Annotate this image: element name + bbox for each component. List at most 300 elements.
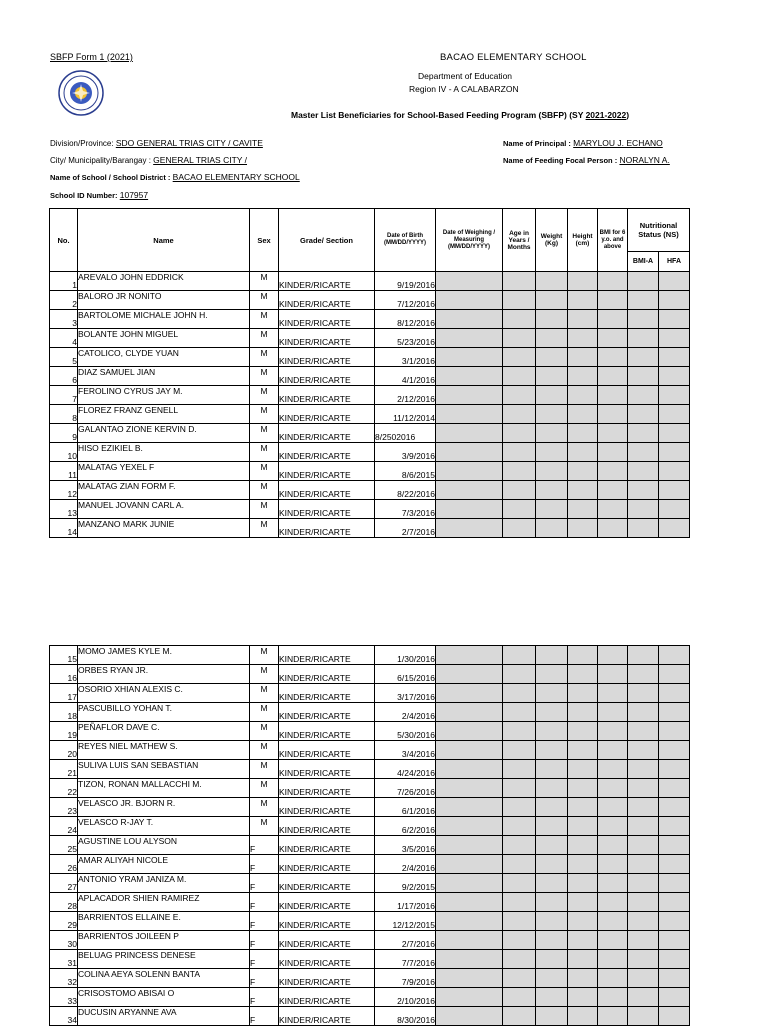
hfa-cell[interactable] xyxy=(659,950,690,969)
hfa-cell[interactable] xyxy=(659,646,690,665)
bmi-cell[interactable] xyxy=(598,950,628,969)
age-cell[interactable] xyxy=(503,1007,536,1026)
hfa-cell[interactable] xyxy=(659,684,690,703)
age-cell[interactable] xyxy=(503,950,536,969)
weight-cell[interactable] xyxy=(536,836,568,855)
age-cell[interactable] xyxy=(503,874,536,893)
height-cell[interactable] xyxy=(568,386,598,405)
date-of-weighing-cell[interactable] xyxy=(436,703,503,722)
student-name: BARRIENTOS ELLAINE E. xyxy=(78,912,250,931)
height-cell[interactable] xyxy=(568,893,598,912)
bmi-cell[interactable] xyxy=(598,500,628,519)
bmi-cell[interactable] xyxy=(598,722,628,741)
row-number: 32 xyxy=(50,969,78,988)
hfa-cell[interactable] xyxy=(659,779,690,798)
date-of-birth: 8/30/2016 xyxy=(375,1007,436,1026)
weight-cell[interactable] xyxy=(536,367,568,386)
date-of-birth: 12/12/2015 xyxy=(375,912,436,931)
hfa-cell[interactable] xyxy=(659,329,690,348)
date-of-birth: 2/10/2016 xyxy=(375,988,436,1007)
date-of-weighing-cell[interactable] xyxy=(436,950,503,969)
student-sex: F xyxy=(250,950,279,969)
date-of-birth: 9/19/2016 xyxy=(375,272,436,291)
col-header-no: No. xyxy=(50,209,78,272)
hfa-cell[interactable] xyxy=(659,1007,690,1026)
grade-section: KINDER/RICARTE xyxy=(279,424,375,443)
date-of-weighing-cell[interactable] xyxy=(436,519,503,538)
height-cell[interactable] xyxy=(568,836,598,855)
hfa-cell[interactable] xyxy=(659,874,690,893)
date-of-birth: 7/7/2016 xyxy=(375,950,436,969)
hfa-cell[interactable] xyxy=(659,272,690,291)
hfa-cell[interactable] xyxy=(659,424,690,443)
date-of-birth: 4/24/2016 xyxy=(375,760,436,779)
age-cell[interactable] xyxy=(503,779,536,798)
age-cell[interactable] xyxy=(503,291,536,310)
student-name: CRISOSTOMO ABISAI O xyxy=(78,988,250,1007)
weight-cell[interactable] xyxy=(536,646,568,665)
hfa-cell[interactable] xyxy=(659,969,690,988)
student-name: BALORO JR NONITO xyxy=(78,291,250,310)
weight-cell[interactable] xyxy=(536,481,568,500)
bmia-cell[interactable] xyxy=(628,931,659,950)
age-cell[interactable] xyxy=(503,817,536,836)
date-of-weighing-cell[interactable] xyxy=(436,741,503,760)
bmia-cell[interactable] xyxy=(628,386,659,405)
height-cell[interactable] xyxy=(568,855,598,874)
bmi-cell[interactable] xyxy=(598,684,628,703)
bmia-cell[interactable] xyxy=(628,874,659,893)
bmia-cell[interactable] xyxy=(628,950,659,969)
bmi-cell[interactable] xyxy=(598,969,628,988)
row-number: 19 xyxy=(50,722,78,741)
bmi-cell[interactable] xyxy=(598,386,628,405)
weight-cell[interactable] xyxy=(536,988,568,1007)
weight-cell[interactable] xyxy=(536,272,568,291)
form-id: SBFP Form 1 (2021) xyxy=(50,52,133,62)
bmi-cell[interactable] xyxy=(598,665,628,684)
date-of-weighing-cell[interactable] xyxy=(436,646,503,665)
table-row xyxy=(50,703,690,722)
weight-cell[interactable] xyxy=(536,779,568,798)
row-number: 27 xyxy=(50,874,78,893)
bmia-cell[interactable] xyxy=(628,443,659,462)
date-of-weighing-cell[interactable] xyxy=(436,722,503,741)
age-cell[interactable] xyxy=(503,500,536,519)
height-cell[interactable] xyxy=(568,684,598,703)
bmia-cell[interactable] xyxy=(628,424,659,443)
weight-cell[interactable] xyxy=(536,684,568,703)
bmi-cell[interactable] xyxy=(598,519,628,538)
student-sex: M xyxy=(250,310,279,329)
row-number: 22 xyxy=(50,779,78,798)
region-heading: Region IV - A CALABARZON xyxy=(409,84,519,94)
student-name: GALANTAO ZIONE KERVIN D. xyxy=(78,424,250,443)
table-row xyxy=(50,443,690,462)
date-of-weighing-cell[interactable] xyxy=(436,855,503,874)
date-of-birth: 7/9/2016 xyxy=(375,969,436,988)
col-header-grade: Grade/ Section xyxy=(279,209,375,272)
col-header-hfa: HFA xyxy=(659,252,690,272)
date-of-weighing-cell[interactable] xyxy=(436,969,503,988)
age-cell[interactable] xyxy=(503,272,536,291)
weight-cell[interactable] xyxy=(536,969,568,988)
bmi-cell[interactable] xyxy=(598,836,628,855)
bmia-cell[interactable] xyxy=(628,684,659,703)
bmi-cell[interactable] xyxy=(598,424,628,443)
bmi-cell[interactable] xyxy=(598,893,628,912)
bmi-cell[interactable] xyxy=(598,272,628,291)
age-cell[interactable] xyxy=(503,741,536,760)
student-name: BOLANTE JOHN MIGUEL xyxy=(78,329,250,348)
bmia-cell[interactable] xyxy=(628,310,659,329)
height-cell[interactable] xyxy=(568,462,598,481)
beneficiaries-table-top xyxy=(49,208,690,538)
student-name: BELUAG PRINCESS DENESE xyxy=(78,950,250,969)
age-cell[interactable] xyxy=(503,329,536,348)
student-sex: M xyxy=(250,703,279,722)
bmia-cell[interactable] xyxy=(628,367,659,386)
date-of-birth: 6/1/2016 xyxy=(375,798,436,817)
height-cell[interactable] xyxy=(568,722,598,741)
weight-cell[interactable] xyxy=(536,500,568,519)
date-of-weighing-cell[interactable] xyxy=(436,1007,503,1026)
bmi-cell[interactable] xyxy=(598,703,628,722)
bmia-cell[interactable] xyxy=(628,741,659,760)
hfa-cell[interactable] xyxy=(659,893,690,912)
age-cell[interactable] xyxy=(503,798,536,817)
date-of-weighing-cell[interactable] xyxy=(436,272,503,291)
table-row xyxy=(50,424,690,443)
height-cell[interactable] xyxy=(568,741,598,760)
bmi-cell[interactable] xyxy=(598,779,628,798)
student-name: AREVALO JOHN EDDRICK xyxy=(78,272,250,291)
weight-cell[interactable] xyxy=(536,950,568,969)
height-cell[interactable] xyxy=(568,329,598,348)
height-cell[interactable] xyxy=(568,291,598,310)
date-of-weighing-cell[interactable] xyxy=(436,779,503,798)
weight-cell[interactable] xyxy=(536,519,568,538)
hfa-cell[interactable] xyxy=(659,760,690,779)
age-cell[interactable] xyxy=(503,386,536,405)
table-row xyxy=(50,367,690,386)
bmi-cell[interactable] xyxy=(598,367,628,386)
bmi-cell[interactable] xyxy=(598,405,628,424)
date-of-weighing-cell[interactable] xyxy=(436,912,503,931)
bmi-cell[interactable] xyxy=(598,310,628,329)
height-cell[interactable] xyxy=(568,424,598,443)
weight-cell[interactable] xyxy=(536,386,568,405)
weight-cell[interactable] xyxy=(536,329,568,348)
age-cell[interactable] xyxy=(503,988,536,1007)
student-name: MALATAG YEXEL F xyxy=(78,462,250,481)
bmia-cell[interactable] xyxy=(628,481,659,500)
height-cell[interactable] xyxy=(568,760,598,779)
bmia-cell[interactable] xyxy=(628,893,659,912)
age-cell[interactable] xyxy=(503,760,536,779)
hfa-cell[interactable] xyxy=(659,836,690,855)
date-of-weighing-cell[interactable] xyxy=(436,817,503,836)
bmia-cell[interactable] xyxy=(628,798,659,817)
age-cell[interactable] xyxy=(503,836,536,855)
height-cell[interactable] xyxy=(568,779,598,798)
date-of-weighing-cell[interactable] xyxy=(436,874,503,893)
date-of-weighing-cell[interactable] xyxy=(436,386,503,405)
bmi-cell[interactable] xyxy=(598,931,628,950)
student-sex: M xyxy=(250,291,279,310)
date-of-weighing-cell[interactable] xyxy=(436,424,503,443)
height-cell[interactable] xyxy=(568,481,598,500)
hfa-cell[interactable] xyxy=(659,405,690,424)
hfa-cell[interactable] xyxy=(659,703,690,722)
bmia-cell[interactable] xyxy=(628,779,659,798)
hfa-cell[interactable] xyxy=(659,988,690,1007)
bmi-cell[interactable] xyxy=(598,855,628,874)
age-cell[interactable] xyxy=(503,310,536,329)
weight-cell[interactable] xyxy=(536,760,568,779)
table-row xyxy=(50,931,690,950)
bmia-cell[interactable] xyxy=(628,988,659,1007)
grade-section: KINDER/RICARTE xyxy=(279,481,375,500)
student-name: SULIVA LUIS SAN SEBASTIAN xyxy=(78,760,250,779)
date-of-birth: 2/4/2016 xyxy=(375,703,436,722)
age-cell[interactable] xyxy=(503,931,536,950)
date-of-weighing-cell[interactable] xyxy=(436,443,503,462)
height-cell[interactable] xyxy=(568,874,598,893)
height-cell[interactable] xyxy=(568,950,598,969)
bmia-cell[interactable] xyxy=(628,969,659,988)
age-cell[interactable] xyxy=(503,893,536,912)
date-of-birth: 3/9/2016 xyxy=(375,443,436,462)
deped-seal-icon xyxy=(58,70,104,116)
bmi-cell[interactable] xyxy=(598,1007,628,1026)
student-name: MALATAG ZIAN FORM F. xyxy=(78,481,250,500)
height-cell[interactable] xyxy=(568,1007,598,1026)
row-number: 17 xyxy=(50,684,78,703)
weight-cell[interactable] xyxy=(536,703,568,722)
bmi-cell[interactable] xyxy=(598,798,628,817)
date-of-weighing-cell[interactable] xyxy=(436,988,503,1007)
age-cell[interactable] xyxy=(503,519,536,538)
bmi-cell[interactable] xyxy=(598,760,628,779)
bmia-cell[interactable] xyxy=(628,462,659,481)
height-cell[interactable] xyxy=(568,817,598,836)
hfa-cell[interactable] xyxy=(659,348,690,367)
weight-cell[interactable] xyxy=(536,291,568,310)
bmi-cell[interactable] xyxy=(598,988,628,1007)
bmi-cell[interactable] xyxy=(598,481,628,500)
height-cell[interactable] xyxy=(568,969,598,988)
height-cell[interactable] xyxy=(568,912,598,931)
age-cell[interactable] xyxy=(503,443,536,462)
age-cell[interactable] xyxy=(503,646,536,665)
height-cell[interactable] xyxy=(568,367,598,386)
weight-cell[interactable] xyxy=(536,443,568,462)
weight-cell[interactable] xyxy=(536,348,568,367)
age-cell[interactable] xyxy=(503,855,536,874)
grade-section: KINDER/RICARTE xyxy=(279,950,375,969)
age-cell[interactable] xyxy=(503,722,536,741)
weight-cell[interactable] xyxy=(536,741,568,760)
weight-cell[interactable] xyxy=(536,722,568,741)
weight-cell[interactable] xyxy=(536,462,568,481)
student-sex: F xyxy=(250,988,279,1007)
date-of-weighing-cell[interactable] xyxy=(436,836,503,855)
height-cell[interactable] xyxy=(568,519,598,538)
hfa-cell[interactable] xyxy=(659,855,690,874)
bmia-cell[interactable] xyxy=(628,272,659,291)
weight-cell[interactable] xyxy=(536,798,568,817)
bmia-cell[interactable] xyxy=(628,348,659,367)
bmia-cell[interactable] xyxy=(628,722,659,741)
height-cell[interactable] xyxy=(568,646,598,665)
bmia-cell[interactable] xyxy=(628,500,659,519)
height-cell[interactable] xyxy=(568,988,598,1007)
bmia-cell[interactable] xyxy=(628,703,659,722)
hfa-cell[interactable] xyxy=(659,931,690,950)
bmi-cell[interactable] xyxy=(598,291,628,310)
hfa-cell[interactable] xyxy=(659,722,690,741)
date-of-weighing-cell[interactable] xyxy=(436,291,503,310)
weight-cell[interactable] xyxy=(536,912,568,931)
bmia-cell[interactable] xyxy=(628,817,659,836)
student-sex: F xyxy=(250,836,279,855)
student-sex: M xyxy=(250,481,279,500)
bmia-cell[interactable] xyxy=(628,646,659,665)
date-of-weighing-cell[interactable] xyxy=(436,481,503,500)
hfa-cell[interactable] xyxy=(659,741,690,760)
bmi-cell[interactable] xyxy=(598,348,628,367)
hfa-cell[interactable] xyxy=(659,665,690,684)
bmia-cell[interactable] xyxy=(628,405,659,424)
weight-cell[interactable] xyxy=(536,874,568,893)
weight-cell[interactable] xyxy=(536,931,568,950)
date-of-weighing-cell[interactable] xyxy=(436,329,503,348)
height-cell[interactable] xyxy=(568,272,598,291)
height-cell[interactable] xyxy=(568,703,598,722)
bmi-cell[interactable] xyxy=(598,741,628,760)
hfa-cell[interactable] xyxy=(659,481,690,500)
bmia-cell[interactable] xyxy=(628,855,659,874)
hfa-cell[interactable] xyxy=(659,500,690,519)
weight-cell[interactable] xyxy=(536,817,568,836)
date-of-weighing-cell[interactable] xyxy=(436,500,503,519)
hfa-cell[interactable] xyxy=(659,817,690,836)
date-of-weighing-cell[interactable] xyxy=(436,367,503,386)
row-number: 9 xyxy=(50,424,78,443)
bmia-cell[interactable] xyxy=(628,1007,659,1026)
hfa-cell[interactable] xyxy=(659,462,690,481)
date-of-weighing-cell[interactable] xyxy=(436,893,503,912)
bmi-cell[interactable] xyxy=(598,912,628,931)
date-of-weighing-cell[interactable] xyxy=(436,665,503,684)
bmia-cell[interactable] xyxy=(628,519,659,538)
height-cell[interactable] xyxy=(568,798,598,817)
row-number: 20 xyxy=(50,741,78,760)
hfa-cell[interactable] xyxy=(659,519,690,538)
height-cell[interactable] xyxy=(568,443,598,462)
bmia-cell[interactable] xyxy=(628,836,659,855)
bmi-cell[interactable] xyxy=(598,329,628,348)
age-cell[interactable] xyxy=(503,912,536,931)
bmia-cell[interactable] xyxy=(628,760,659,779)
date-of-weighing-cell[interactable] xyxy=(436,684,503,703)
student-sex: M xyxy=(250,367,279,386)
height-cell[interactable] xyxy=(568,348,598,367)
age-cell[interactable] xyxy=(503,367,536,386)
bmi-cell[interactable] xyxy=(598,462,628,481)
date-of-birth: 6/2/2016 xyxy=(375,817,436,836)
bmi-cell[interactable] xyxy=(598,443,628,462)
date-of-weighing-cell[interactable] xyxy=(436,931,503,950)
row-number: 24 xyxy=(50,817,78,836)
date-of-weighing-cell[interactable] xyxy=(436,310,503,329)
date-of-weighing-cell[interactable] xyxy=(436,348,503,367)
weight-cell[interactable] xyxy=(536,310,568,329)
hfa-cell[interactable] xyxy=(659,386,690,405)
weight-cell[interactable] xyxy=(536,424,568,443)
weight-cell[interactable] xyxy=(536,405,568,424)
age-cell[interactable] xyxy=(503,405,536,424)
age-cell[interactable] xyxy=(503,684,536,703)
student-name: APLACADOR SHIEN RAMIREZ xyxy=(78,893,250,912)
height-cell[interactable] xyxy=(568,310,598,329)
height-cell[interactable] xyxy=(568,665,598,684)
student-name: VELASCO R-JAY T. xyxy=(78,817,250,836)
bmi-cell[interactable] xyxy=(598,874,628,893)
date-of-weighing-cell[interactable] xyxy=(436,760,503,779)
student-sex: F xyxy=(250,931,279,950)
age-cell[interactable] xyxy=(503,665,536,684)
height-cell[interactable] xyxy=(568,405,598,424)
bmia-cell[interactable] xyxy=(628,665,659,684)
hfa-cell[interactable] xyxy=(659,310,690,329)
age-cell[interactable] xyxy=(503,348,536,367)
hfa-cell[interactable] xyxy=(659,443,690,462)
hfa-cell[interactable] xyxy=(659,798,690,817)
bmia-cell[interactable] xyxy=(628,291,659,310)
age-cell[interactable] xyxy=(503,424,536,443)
bmi-cell[interactable] xyxy=(598,646,628,665)
bmia-cell[interactable] xyxy=(628,329,659,348)
principal-value: MARYLOU J. ECHANO xyxy=(573,138,663,148)
student-name: HISO EZIKIEL B. xyxy=(78,443,250,462)
height-cell[interactable] xyxy=(568,500,598,519)
student-name: COLINA AEYA SOLENN BANTA xyxy=(78,969,250,988)
age-cell[interactable] xyxy=(503,462,536,481)
weight-cell[interactable] xyxy=(536,893,568,912)
age-cell[interactable] xyxy=(503,481,536,500)
row-number: 12 xyxy=(50,481,78,500)
age-cell[interactable] xyxy=(503,703,536,722)
bmi-cell[interactable] xyxy=(598,817,628,836)
student-name: TIZON, RONAN MALLACCHI M. xyxy=(78,779,250,798)
date-of-weighing-cell[interactable] xyxy=(436,798,503,817)
age-cell[interactable] xyxy=(503,969,536,988)
grade-section: KINDER/RICARTE xyxy=(279,646,375,665)
weight-cell[interactable] xyxy=(536,855,568,874)
height-cell[interactable] xyxy=(568,931,598,950)
hfa-cell[interactable] xyxy=(659,291,690,310)
date-of-weighing-cell[interactable] xyxy=(436,405,503,424)
hfa-cell[interactable] xyxy=(659,912,690,931)
bmia-cell[interactable] xyxy=(628,912,659,931)
student-name: MANUEL JOVANN CARL A. xyxy=(78,500,250,519)
hfa-cell[interactable] xyxy=(659,367,690,386)
date-of-weighing-cell[interactable] xyxy=(436,462,503,481)
weight-cell[interactable] xyxy=(536,665,568,684)
weight-cell[interactable] xyxy=(536,1007,568,1026)
